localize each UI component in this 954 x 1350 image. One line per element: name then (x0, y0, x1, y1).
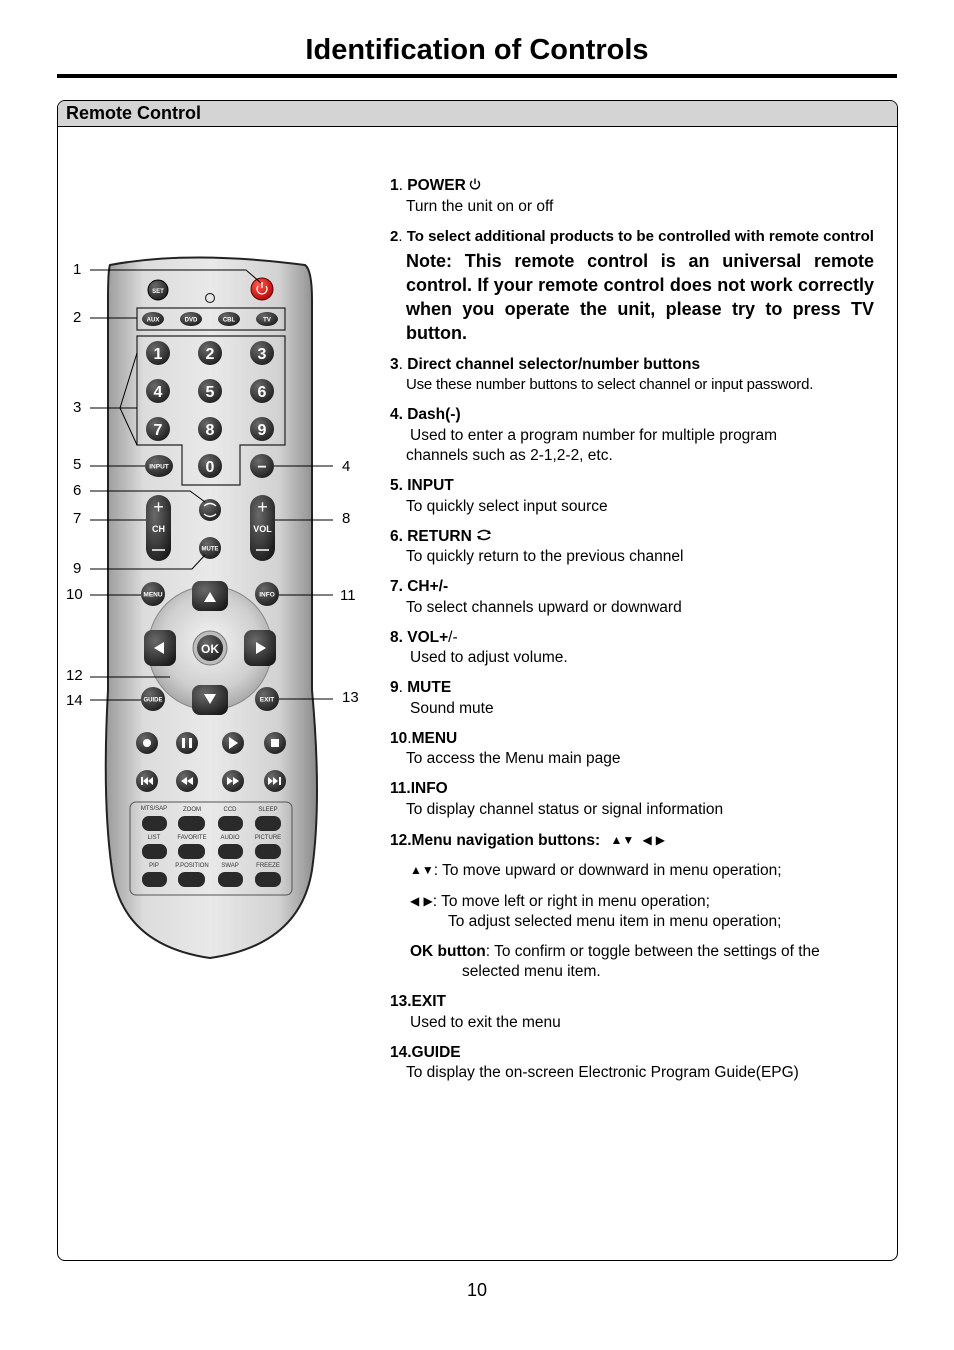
svg-text:CBL: CBL (222, 317, 236, 324)
prev-button (136, 770, 158, 792)
mute-button (199, 537, 221, 559)
down-button (192, 685, 228, 715)
svg-text:MUTE: MUTE (201, 546, 219, 553)
svg-text:AUX: AUX (146, 317, 160, 324)
item-ch: 7. CH+/- To select channels upward or downward (390, 578, 682, 616)
label-p-position: P.POSITION (175, 863, 209, 869)
play-button (222, 732, 244, 754)
ch-rocker (146, 495, 171, 561)
stop-button (264, 732, 286, 754)
svg-text:GUIDE: GUIDE (143, 697, 163, 704)
digit-6-button (250, 379, 274, 403)
callout-4: 4 (342, 458, 351, 475)
svg-text:4: 4 (153, 384, 163, 401)
item-number-buttons: 3. Direct channel selector/number buttons Use these number buttons to select channel or input password. (390, 355, 814, 393)
item-mute: 9. MUTE Sound mute (390, 679, 494, 717)
digit-0-button (198, 454, 222, 478)
page-title: Identification of Controls (305, 34, 649, 66)
callout-14: 14 (66, 692, 83, 709)
aux-button (142, 312, 164, 326)
menu-button (141, 582, 165, 606)
digit-4-button (146, 379, 170, 403)
exit-button (255, 687, 279, 711)
power-icon (469, 178, 481, 190)
input-button (145, 455, 173, 477)
item-power: 1. POWER Turn the unit on or off (390, 177, 554, 215)
svg-text:CH: CH (152, 524, 165, 534)
digit-7-button (146, 417, 170, 441)
label-mts-sap: MTS/SAP (140, 806, 168, 812)
svg-text:INPUT: INPUT (149, 463, 169, 471)
label-list: LIST (147, 835, 161, 841)
info-button (255, 582, 279, 606)
item-menu: 10.MENU To access the Menu main page (390, 729, 621, 767)
title-rule (57, 74, 897, 78)
svg-text:5: 5 (205, 384, 215, 401)
callout-2: 2 (73, 309, 82, 326)
callout-13: 13 (342, 689, 359, 706)
callout-6: 6 (73, 482, 82, 499)
guide-button (141, 687, 165, 711)
callout-3: 3 (73, 399, 82, 416)
rewind-button (176, 770, 198, 792)
callout-9: 9 (73, 560, 82, 577)
svg-text:−: − (257, 459, 267, 476)
svg-text:3: 3 (257, 346, 267, 363)
left-arrow-icon: ◀ (642, 832, 652, 847)
callout-7: 7 (73, 510, 82, 527)
power-button (251, 278, 273, 300)
panel-header (58, 101, 897, 127)
right-arrow-icon: ▶ (423, 893, 433, 908)
return-icon (474, 528, 494, 542)
cbl-button (218, 312, 240, 326)
svg-text:8: 8 (205, 422, 215, 439)
callout-12: 12 (66, 667, 83, 684)
svg-text:6: 6 (257, 384, 267, 401)
forward-button (222, 770, 244, 792)
label-zoom: ZOOM (183, 807, 201, 813)
right-button (244, 630, 276, 666)
page-number: 10 (466, 1280, 488, 1300)
remote-illustration (60, 240, 380, 970)
right-arrow-icon: ▶ (655, 832, 665, 847)
svg-text:SET: SET (152, 289, 164, 295)
item-navigation: 12.Menu navigation buttons: ▲▼ ◀ ▶ ▲▼: To move upward or downward in menu operation; ◀ ▶: To move left or right in menu operation; To adjust selected menu item in menu operation; OK button: To confirm or toggle between the settings of the selected menu item. (390, 831, 820, 980)
item-info: 11.INFO To display channel status or signal information (390, 780, 724, 818)
svg-text:2: 2 (205, 346, 215, 363)
digit-2-button (198, 341, 222, 365)
svg-text:TV: TV (263, 317, 271, 324)
digit-5-button (198, 379, 222, 403)
pause-button (176, 732, 198, 754)
ok-button (193, 631, 227, 665)
svg-text:1: 1 (153, 346, 163, 363)
label-ccd: CCD (223, 807, 237, 813)
up-arrow-icon: ▲ (410, 863, 422, 877)
tv-button (256, 312, 278, 326)
svg-text:EXIT: EXIT (259, 696, 275, 704)
item-return: 6. RETURN To quickly return to the previous channel (390, 527, 684, 565)
vol-rocker (250, 495, 275, 561)
digit-3-button (250, 341, 274, 365)
label-picture: PICTURE (254, 835, 282, 841)
item-vol: 8. VOL+/- Used to adjust volume. (390, 628, 568, 666)
svg-text:9: 9 (257, 422, 267, 439)
callout-8: 8 (342, 510, 351, 527)
item-guide: 14.GUIDE To display the on-screen Electronic Program Guide(EPG) (390, 1043, 799, 1081)
return-button (199, 499, 221, 521)
svg-text:MENU: MENU (143, 591, 163, 599)
section-title: Remote Control (66, 103, 201, 123)
svg-text:7: 7 (153, 422, 163, 439)
digit-1-button (146, 341, 170, 365)
label-swap: SWAP (221, 863, 239, 869)
record-button (136, 732, 158, 754)
control-descriptions (390, 176, 874, 1093)
label-sleep: SLEEP (258, 807, 278, 813)
callout-1: 1 (73, 261, 82, 278)
up-button (192, 581, 228, 611)
svg-text:DVD: DVD (184, 317, 198, 324)
down-arrow-icon: ▼ (421, 863, 434, 877)
svg-text:+: + (153, 497, 164, 517)
universal-remote-note: Note: This remote control is an universal remote control. If your remote control does not work correctly when you operate the unit, please try to press TV button. (406, 251, 874, 343)
svg-text:VOL: VOL (253, 524, 272, 534)
set-button (148, 280, 168, 300)
dvd-button (180, 312, 202, 326)
digit-8-button (198, 417, 222, 441)
callout-10: 10 (66, 586, 83, 603)
left-arrow-icon: ◀ (410, 893, 420, 908)
item-input: 5. INPUT To quickly select input source (390, 477, 608, 515)
label-pip: PIP (149, 863, 159, 869)
item-exit: 13.EXIT Used to exit the menu (390, 993, 561, 1031)
digit-9-button (250, 417, 274, 441)
label-favorite: FAVORITE (177, 835, 207, 841)
callout-5: 5 (73, 456, 82, 473)
svg-text:OK: OK (201, 642, 219, 656)
item-source-select: 2. To select additional products to be controlled with remote control Note: This remote control is an universal remote control. If your remote control does not work correctly when you operate the unit, please try to press TV button. (390, 227, 874, 343)
item-dash: 4. Dash(-) Used to enter a program number for multiple program channels such as 2-1,2-2, etc. (390, 406, 777, 464)
callout-11: 11 (340, 587, 356, 604)
left-button (144, 630, 176, 666)
dash-button (250, 454, 274, 478)
next-button (264, 770, 286, 792)
up-arrow-icon: ▲ (610, 832, 623, 847)
svg-text:INFO: INFO (259, 591, 275, 599)
label-freeze: FREEZE (256, 863, 280, 869)
down-arrow-icon: ▼ (622, 832, 635, 847)
svg-text:0: 0 (205, 459, 215, 476)
svg-text:+: + (257, 497, 268, 517)
label-audio: AUDIO (220, 835, 240, 841)
